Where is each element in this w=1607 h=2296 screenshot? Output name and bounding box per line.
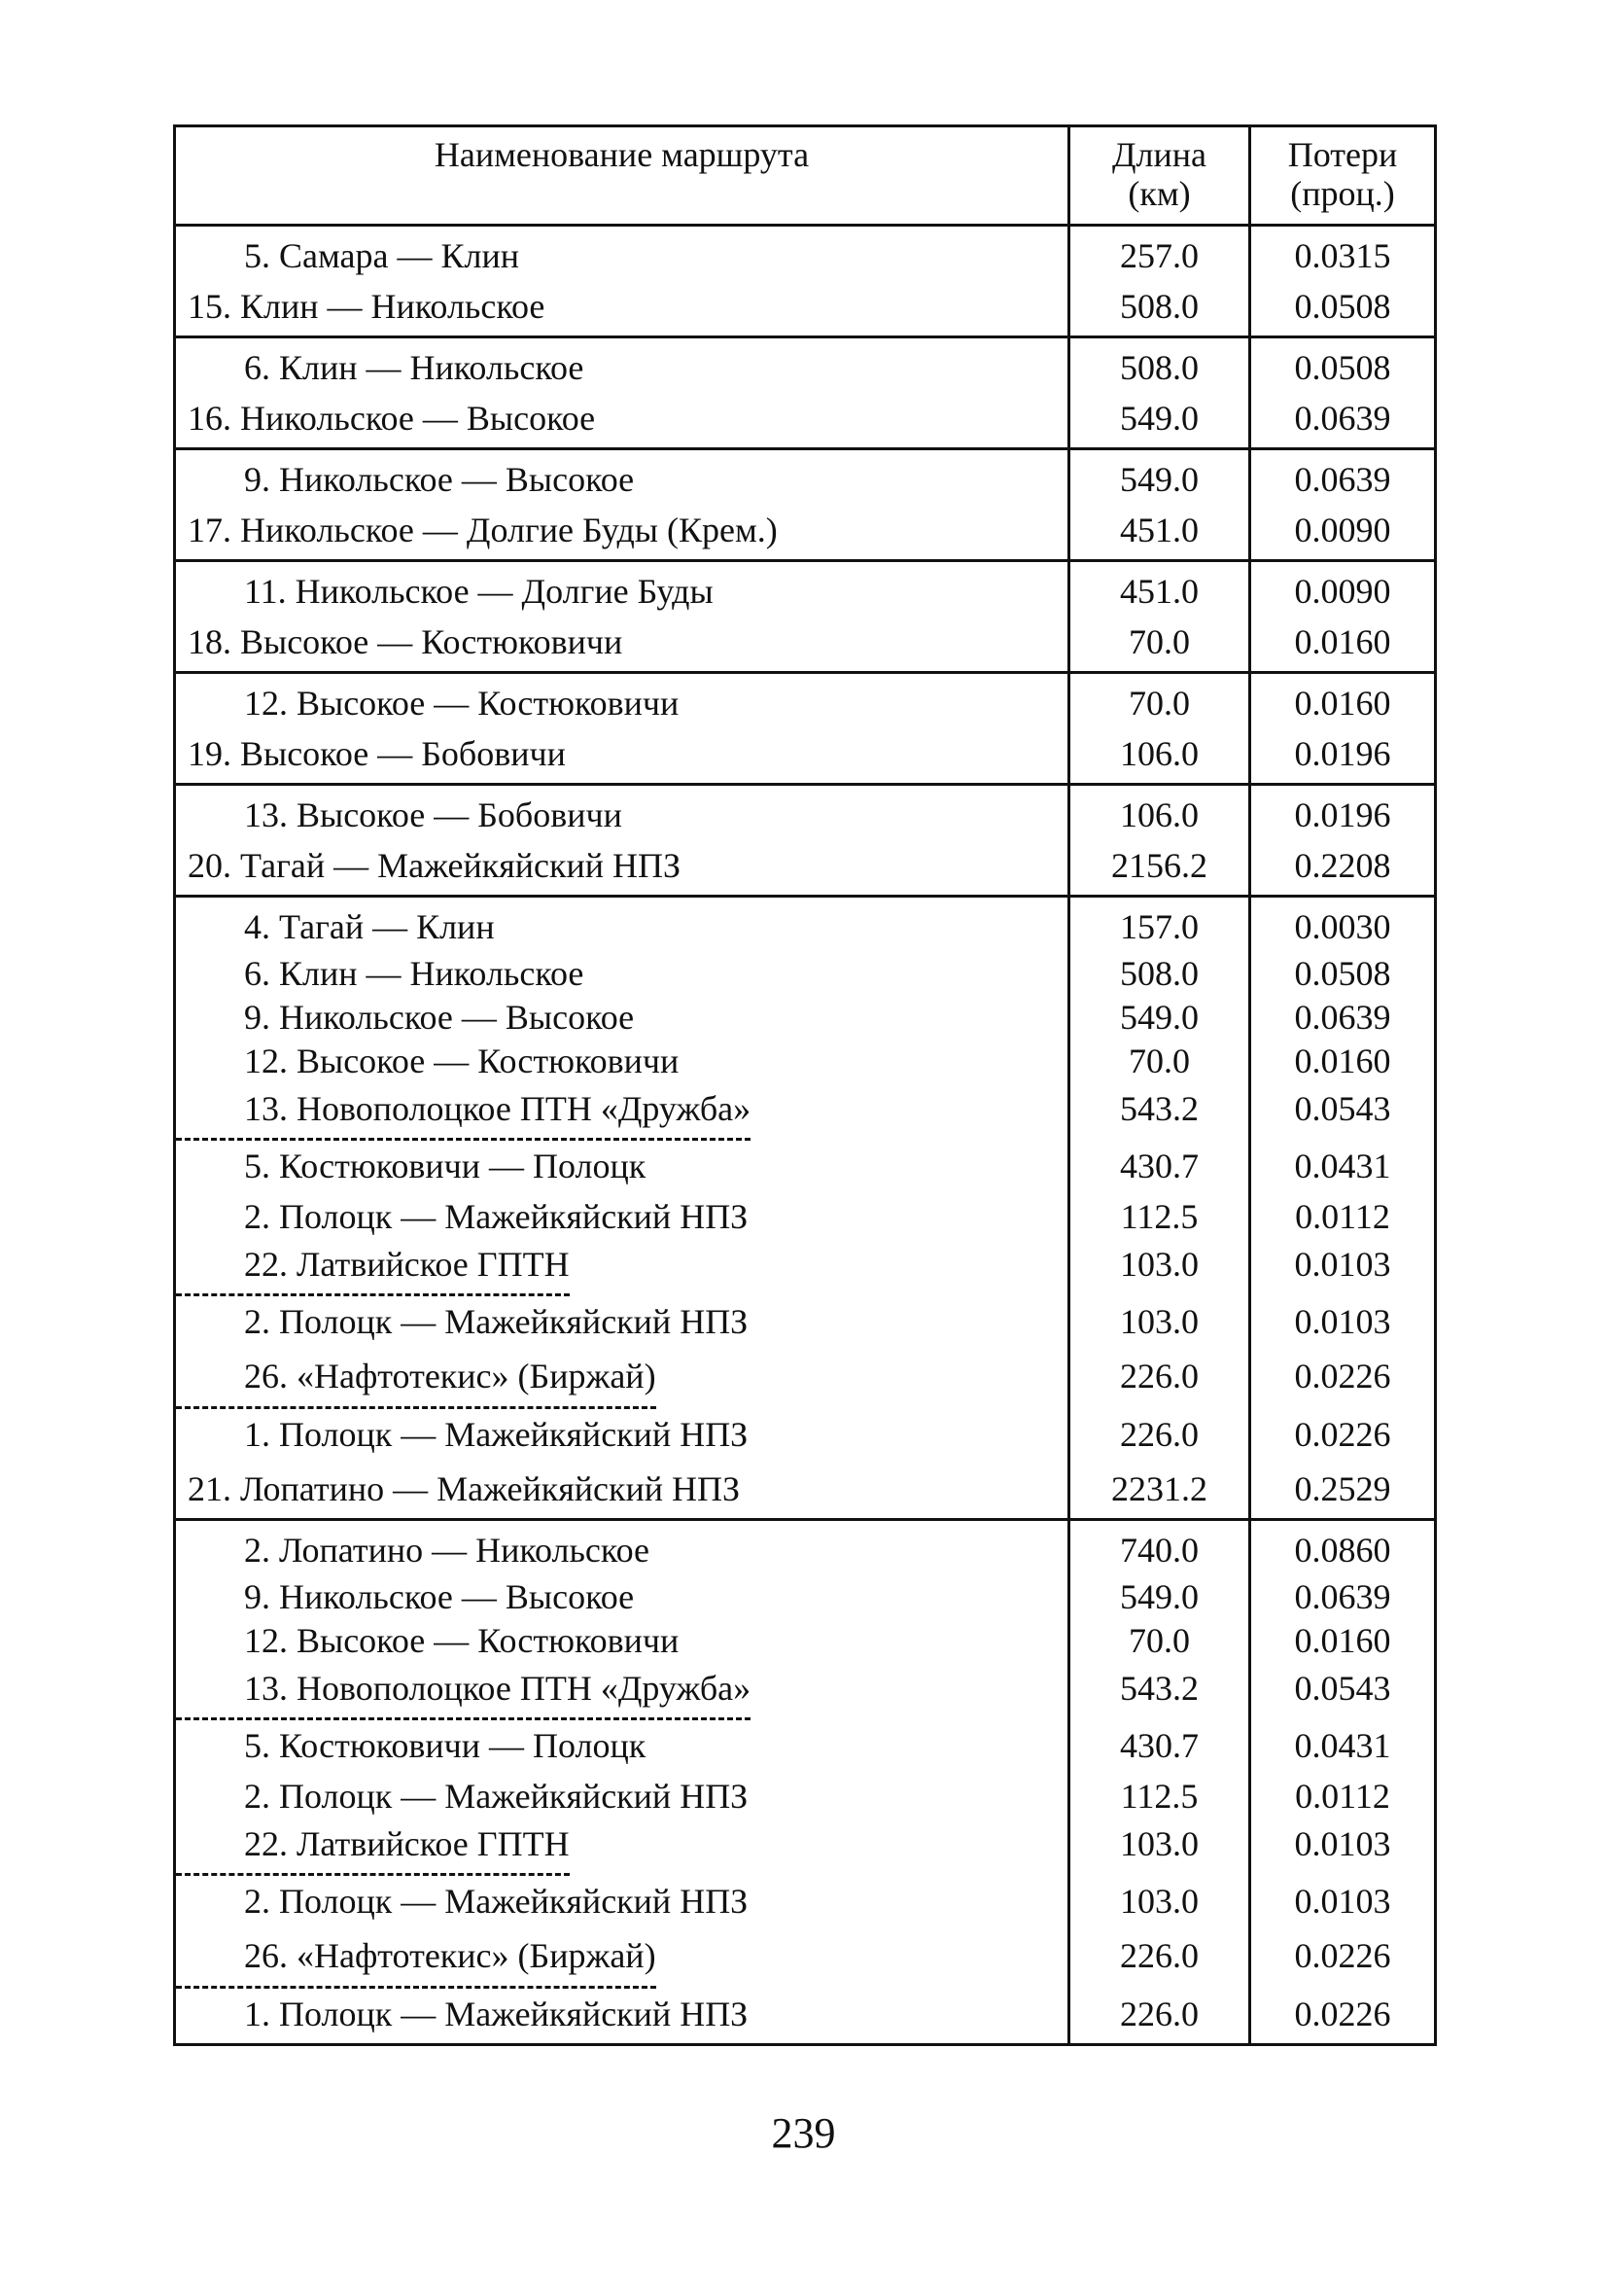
route-name-cell: [175, 1519, 1069, 1575]
loss-cell: [1250, 1930, 1436, 1988]
route-name: 5. Костюковичи — Полоцк: [244, 1725, 646, 1765]
length-cell: [1069, 1296, 1250, 1351]
loss-cell: [1250, 1663, 1436, 1720]
loss-value: 0.0103: [1294, 1882, 1391, 1922]
loss-cell: [1250, 1195, 1436, 1239]
loss-value: 0.0543: [1294, 1088, 1391, 1128]
table-row: [175, 1989, 1436, 2045]
length-value: 549.0: [1120, 1576, 1199, 1616]
table-header: [175, 126, 1436, 226]
length-cell: [1069, 784, 1250, 840]
loss-value: 0.0090: [1294, 510, 1391, 549]
loss-value: 0.0860: [1294, 1530, 1391, 1570]
loss-value: 0.0196: [1294, 733, 1391, 773]
table-row: [175, 1819, 1436, 1876]
loss-cell: [1250, 996, 1436, 1040]
length-cell: [1069, 996, 1250, 1040]
length-value: 451.0: [1120, 571, 1199, 611]
table-row: [175, 996, 1436, 1040]
length-cell: [1069, 1775, 1250, 1819]
loss-value: 0.0030: [1294, 906, 1391, 946]
route-name-cell: [175, 1141, 1069, 1195]
length-cell: [1069, 952, 1250, 996]
loss-value: 0.0431: [1294, 1146, 1391, 1185]
loss-value: 0.0160: [1294, 1620, 1391, 1660]
route-name-cell: [175, 672, 1069, 728]
route-name: 26. «Нафтотекис» (Биржай): [176, 1357, 656, 1408]
route-name: 6. Клин — Никольское: [244, 347, 584, 387]
route-group: [175, 225, 1436, 336]
loss-value: 0.0315: [1294, 235, 1391, 275]
table-row: [175, 1464, 1436, 1520]
length-value: 70.0: [1129, 1041, 1190, 1080]
route-name: 13. Новополоцкое ПТН «Дружба»: [176, 1089, 751, 1141]
loss-cell: [1250, 1575, 1436, 1619]
route-name: 2. Полоцк — Мажейкяйский НПЗ: [244, 1302, 749, 1342]
table-row: [175, 1141, 1436, 1195]
loss-value: 0.0508: [1294, 347, 1391, 387]
length-value: 549.0: [1120, 997, 1199, 1037]
route-name: 9. Никольское — Высокое: [244, 1576, 635, 1616]
loss-cell: [1250, 617, 1436, 673]
length-cell: [1069, 1819, 1250, 1876]
header-losses: [1250, 126, 1436, 226]
table-row: [175, 840, 1436, 897]
route-group: [175, 560, 1436, 672]
route-name: 16. Никольское — Высокое: [188, 398, 596, 438]
length-value: 226.0: [1120, 1936, 1199, 1976]
route-name: 17. Никольское — Долгие Буды (Крем.): [188, 510, 778, 549]
length-value: 103.0: [1120, 1244, 1199, 1284]
route-name: 2. Полоцк — Мажейкяйский НПЗ: [244, 1776, 749, 1816]
loss-value: 0.0431: [1294, 1725, 1391, 1765]
route-name-cell: [175, 393, 1069, 449]
route-name-cell: [175, 1409, 1069, 1464]
table-row: [175, 1409, 1436, 1464]
table-row: [175, 728, 1436, 785]
loss-value: 0.0103: [1294, 1823, 1391, 1863]
loss-cell: [1250, 281, 1436, 337]
length-value: 430.7: [1120, 1725, 1199, 1765]
loss-cell: [1250, 1351, 1436, 1408]
route-name: 18. Высокое — Костюковичи: [188, 621, 623, 661]
length-cell: [1069, 896, 1250, 952]
length-cell: [1069, 1351, 1250, 1408]
route-name-cell: [175, 728, 1069, 785]
length-value: 226.0: [1120, 1414, 1199, 1454]
route-name-cell: [175, 225, 1069, 281]
loss-cell: [1250, 560, 1436, 617]
length-value: 508.0: [1120, 347, 1199, 387]
route-group: [175, 784, 1436, 896]
route-name-cell: [175, 281, 1069, 337]
loss-value: 0.0639: [1294, 997, 1391, 1037]
length-cell: [1069, 1989, 1250, 2045]
loss-cell: [1250, 393, 1436, 449]
loss-cell: [1250, 1141, 1436, 1195]
length-cell: [1069, 672, 1250, 728]
route-name: 4. Тагай — Клин: [244, 906, 495, 946]
table-row: [175, 505, 1436, 561]
loss-value: 0.0226: [1294, 1994, 1391, 2033]
route-name-cell: [175, 896, 1069, 952]
loss-cell: [1250, 1720, 1436, 1775]
loss-value: 0.0639: [1294, 1576, 1391, 1616]
route-name-cell: [175, 952, 1069, 996]
length-value: 508.0: [1120, 953, 1199, 993]
route-name: 11. Никольское — Долгие Буды: [244, 571, 714, 611]
route-name: 12. Высокое — Костюковичи: [244, 683, 680, 723]
route-name: 2. Полоцк — Мажейкяйский НПЗ: [244, 1196, 749, 1236]
length-cell: [1069, 1464, 1250, 1520]
route-group: [175, 1519, 1436, 2044]
table-row: [175, 281, 1436, 337]
loss-value: 0.0103: [1294, 1302, 1391, 1342]
table-row: [175, 336, 1436, 393]
loss-cell: [1250, 1296, 1436, 1351]
loss-cell: [1250, 1619, 1436, 1663]
loss-value: 0.0543: [1294, 1668, 1391, 1708]
loss-value: 0.0112: [1295, 1776, 1390, 1816]
route-name: 26. «Нафтотекис» (Биржай): [176, 1936, 656, 1988]
loss-cell: [1250, 952, 1436, 996]
length-cell: [1069, 393, 1250, 449]
header-length: [1069, 126, 1250, 226]
loss-value: 0.0160: [1294, 621, 1391, 661]
loss-value: 0.0112: [1295, 1196, 1390, 1236]
route-name-cell: [175, 1989, 1069, 2045]
route-name: 2. Лопатино — Никольское: [244, 1530, 649, 1570]
length-cell: [1069, 336, 1250, 393]
length-value: 70.0: [1129, 683, 1190, 723]
length-value: 430.7: [1120, 1146, 1199, 1185]
route-name-cell: [175, 448, 1069, 505]
length-cell: [1069, 1409, 1250, 1464]
length-value: 549.0: [1120, 398, 1199, 438]
length-value: 112.5: [1120, 1776, 1199, 1816]
loss-cell: [1250, 784, 1436, 840]
length-cell: [1069, 1239, 1250, 1296]
loss-value: 0.2208: [1294, 845, 1391, 885]
route-name: 6. Клин — Никольское: [244, 953, 584, 993]
table-row: [175, 1239, 1436, 1296]
header-length-line1: Длина: [1111, 135, 1207, 174]
route-name: 12. Высокое — Костюковичи: [244, 1041, 680, 1080]
route-name: 12. Высокое — Костюковичи: [244, 1620, 680, 1660]
table-row: [175, 560, 1436, 617]
loss-cell: [1250, 1040, 1436, 1083]
length-cell: [1069, 560, 1250, 617]
route-name-cell: [175, 1775, 1069, 1819]
length-value: 2231.2: [1111, 1468, 1207, 1508]
table-row: [175, 1040, 1436, 1083]
route-name-cell: [175, 784, 1069, 840]
length-cell: [1069, 1195, 1250, 1239]
table-row: [175, 672, 1436, 728]
route-name-cell: [175, 617, 1069, 673]
route-name-cell: [175, 1083, 1069, 1141]
table-row: [175, 784, 1436, 840]
length-cell: [1069, 728, 1250, 785]
loss-cell: [1250, 448, 1436, 505]
table-row: [175, 952, 1436, 996]
loss-cell: [1250, 840, 1436, 897]
loss-value: 0.0090: [1294, 571, 1391, 611]
route-group: [175, 448, 1436, 560]
length-cell: [1069, 617, 1250, 673]
header-length-line2: (км): [1128, 174, 1191, 214]
route-name-cell: [175, 1663, 1069, 1720]
route-name: 15. Клин — Никольское: [188, 286, 545, 326]
length-cell: [1069, 1663, 1250, 1720]
route-name: 13. Новополоцкое ПТН «Дружба»: [176, 1669, 751, 1720]
loss-cell: [1250, 1464, 1436, 1520]
route-name-cell: [175, 1819, 1069, 1876]
length-value: 543.2: [1120, 1668, 1199, 1708]
length-value: 106.0: [1120, 795, 1199, 834]
route-name-cell: [175, 505, 1069, 561]
loss-cell: [1250, 225, 1436, 281]
table-row: [175, 448, 1436, 505]
route-group: [175, 896, 1436, 1519]
table-row: [175, 1876, 1436, 1930]
loss-cell: [1250, 1775, 1436, 1819]
route-name-cell: [175, 1296, 1069, 1351]
length-value: 2156.2: [1111, 845, 1207, 885]
length-cell: [1069, 1619, 1250, 1663]
length-cell: [1069, 1876, 1250, 1930]
length-cell: [1069, 1141, 1250, 1195]
loss-value: 0.0639: [1294, 459, 1391, 499]
table-row: [175, 1519, 1436, 1575]
length-cell: [1069, 505, 1250, 561]
length-value: 70.0: [1129, 621, 1190, 661]
table-row: [175, 617, 1436, 673]
route-name-cell: [175, 560, 1069, 617]
table-row: [175, 1575, 1436, 1619]
loss-cell: [1250, 1876, 1436, 1930]
length-value: 740.0: [1120, 1530, 1199, 1570]
table-row: [175, 1619, 1436, 1663]
length-value: 543.2: [1120, 1088, 1199, 1128]
table-row: [175, 1930, 1436, 1988]
length-value: 257.0: [1120, 235, 1199, 275]
loss-value: 0.0160: [1294, 1041, 1391, 1080]
route-name: 9. Никольское — Высокое: [244, 459, 635, 499]
loss-value: 0.0226: [1294, 1936, 1391, 1976]
length-value: 70.0: [1129, 1620, 1190, 1660]
route-name: 5. Самара — Клин: [244, 235, 519, 275]
route-name-cell: [175, 1575, 1069, 1619]
loss-cell: [1250, 1239, 1436, 1296]
table-row: [175, 1720, 1436, 1775]
route-name: 9. Никольское — Высокое: [244, 997, 635, 1037]
loss-cell: [1250, 728, 1436, 785]
length-value: 103.0: [1120, 1823, 1199, 1863]
route-name-cell: [175, 996, 1069, 1040]
loss-value: 0.0226: [1294, 1414, 1391, 1454]
route-group: [175, 672, 1436, 784]
loss-cell: [1250, 1083, 1436, 1141]
length-cell: [1069, 448, 1250, 505]
loss-value: 0.0639: [1294, 398, 1391, 438]
table-row: [175, 1195, 1436, 1239]
route-name: 1. Полоцк — Мажейкяйский НПЗ: [244, 1994, 749, 2033]
loss-cell: [1250, 896, 1436, 952]
page-number: 239: [771, 2109, 836, 2157]
route-group: [175, 336, 1436, 448]
length-cell: [1069, 1720, 1250, 1775]
loss-value: 0.0508: [1294, 953, 1391, 993]
route-name: 22. Латвийское ГПТН: [176, 1824, 570, 1876]
length-value: 157.0: [1120, 906, 1199, 946]
loss-cell: [1250, 1819, 1436, 1876]
header-losses-line2: (проц.): [1290, 174, 1395, 214]
loss-cell: [1250, 1989, 1436, 2045]
length-value: 451.0: [1120, 510, 1199, 549]
route-name-cell: [175, 1195, 1069, 1239]
route-name-cell: [175, 1876, 1069, 1930]
length-value: 226.0: [1120, 1357, 1199, 1396]
route-name: 1. Полоцк — Мажейкяйский НПЗ: [244, 1414, 749, 1454]
loss-cell: [1250, 336, 1436, 393]
table-row: [175, 393, 1436, 449]
table-row: [175, 1296, 1436, 1351]
length-cell: [1069, 225, 1250, 281]
loss-value: 0.0103: [1294, 1244, 1391, 1284]
length-value: 103.0: [1120, 1882, 1199, 1922]
loss-value: 0.0508: [1294, 286, 1391, 326]
header-losses-line1: Потери: [1287, 135, 1398, 174]
loss-value: 0.0196: [1294, 795, 1391, 834]
route-name-cell: [175, 1720, 1069, 1775]
route-name: 21. Лопатино — Мажейкяйский НПЗ: [188, 1468, 741, 1508]
length-value: 103.0: [1120, 1302, 1199, 1342]
table-row: [175, 1775, 1436, 1819]
loss-value: 0.0226: [1294, 1357, 1391, 1396]
table-row: [175, 896, 1436, 952]
loss-cell: [1250, 1519, 1436, 1575]
table-row: [175, 225, 1436, 281]
route-name-cell: [175, 1619, 1069, 1663]
length-cell: [1069, 1575, 1250, 1619]
table-row: [175, 1351, 1436, 1408]
route-name: 19. Высокое — Бобовичи: [188, 733, 566, 773]
length-cell: [1069, 840, 1250, 897]
route-name-cell: [175, 1239, 1069, 1296]
table-row: [175, 1083, 1436, 1141]
route-name-cell: [175, 1040, 1069, 1083]
routes-table: [173, 124, 1437, 2046]
route-name-cell: [175, 1930, 1069, 1988]
length-cell: [1069, 1040, 1250, 1083]
route-name: 5. Костюковичи — Полоцк: [244, 1146, 646, 1185]
loss-value: 0.0160: [1294, 683, 1391, 723]
length-cell: [1069, 281, 1250, 337]
length-value: 549.0: [1120, 459, 1199, 499]
route-name-cell: [175, 336, 1069, 393]
length-value: 226.0: [1120, 1994, 1199, 2033]
length-cell: [1069, 1083, 1250, 1141]
route-name: 22. Латвийское ГПТН: [176, 1245, 570, 1296]
route-name: 13. Высокое — Бобовичи: [244, 795, 622, 834]
length-value: 112.5: [1120, 1196, 1199, 1236]
route-name-cell: [175, 1351, 1069, 1408]
route-name-cell: [175, 840, 1069, 897]
loss-value: 0.2529: [1294, 1468, 1391, 1508]
route-name-cell: [175, 1464, 1069, 1520]
loss-cell: [1250, 505, 1436, 561]
length-cell: [1069, 1519, 1250, 1575]
length-value: 106.0: [1120, 733, 1199, 773]
route-name: 20. Тагай — Мажейкяйский НПЗ: [188, 845, 681, 885]
loss-cell: [1250, 672, 1436, 728]
length-value: 508.0: [1120, 286, 1199, 326]
route-name: 2. Полоцк — Мажейкяйский НПЗ: [244, 1882, 749, 1922]
length-cell: [1069, 1930, 1250, 1988]
table-row: [175, 1663, 1436, 1720]
header-route-name: Наименование маршрута: [175, 126, 1069, 226]
loss-cell: [1250, 1409, 1436, 1464]
